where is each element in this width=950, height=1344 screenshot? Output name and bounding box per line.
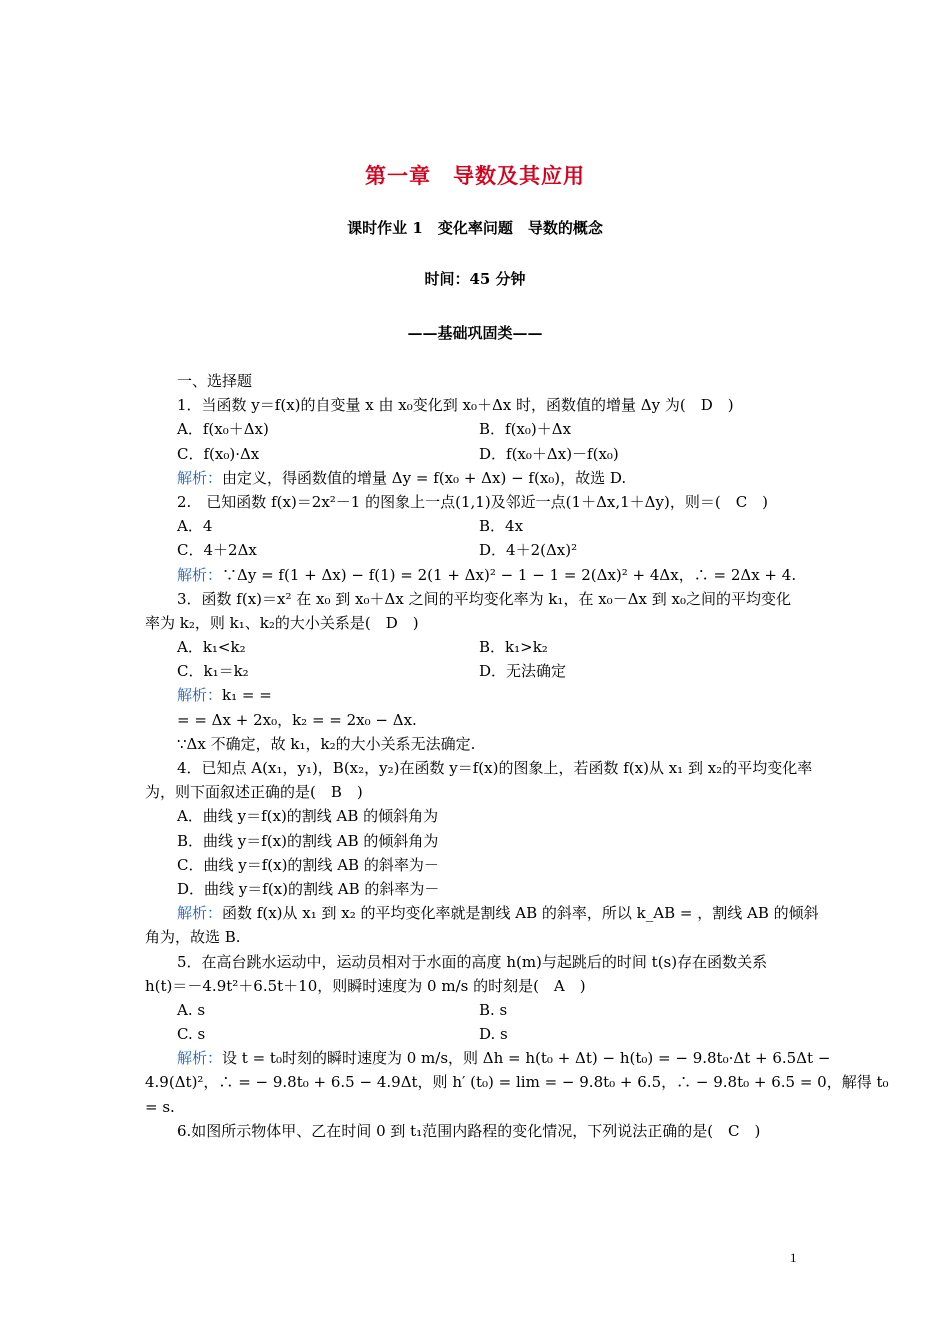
section-heading: ——基础巩固类——	[407, 324, 543, 342]
q4-solution-line2: 角为，故选 B.	[145, 928, 241, 947]
q3-solution-line1	[145, 683, 813, 707]
q5-solution-text1: 设 t = t₀时刻的瞬时速度为 0 m/s，则 Δh = h(t₀ + Δt) − h(t₀) = − 9.8t₀·Δt + 6.5Δt −	[222, 1049, 831, 1068]
q4-solution-line1	[145, 901, 819, 925]
q4-option-c: C．曲线 y＝f(x)的割线 AB 的斜率为－	[177, 855, 439, 874]
page-number: 1	[790, 1250, 797, 1265]
q3-solution-text1: k₁ = =	[222, 686, 272, 705]
q5-option-d: D. s	[479, 1025, 508, 1044]
q5-stem-line1: 5．在高台跳水运动中，运动员相对于水面的高度 h(m)与起跳后的时间 t(s)存在函数关系	[177, 952, 768, 971]
q5-option-a: A. s	[177, 1000, 206, 1019]
q1-solution-text: 由定义，得函数值的增量 Δy = f(x₀ + Δx) − f(x₀)，故选 D.	[222, 468, 627, 487]
q5-solution-line1	[145, 1046, 831, 1070]
q2-option-d: D．4＋2(Δx)²	[479, 541, 578, 560]
q3-option-d: D．无法确定	[479, 662, 567, 681]
q2-option-b: B．4x	[479, 517, 524, 536]
q1-option-c: C．f(x₀)·Δx	[177, 444, 260, 463]
q3-solution-line3: ∵Δx 不确定，故 k₁，k₂的大小关系无法确定.	[177, 734, 476, 753]
q2-stem: 2. 已知函数 f(x)＝2x²－1 的图象上一点(1,1)及邻近一点(1＋Δx,1＋Δy)，则＝( C )	[177, 492, 769, 511]
q2-solution	[145, 563, 813, 587]
q4-option-d: D．曲线 y＝f(x)的割线 AB 的斜率为－	[177, 879, 440, 898]
q3-solution-line2: = = Δx + 2x₀，k₂ = = 2x₀ − Δx.	[177, 710, 417, 729]
solution-label: 解析：	[177, 686, 223, 705]
q5-options-row1	[145, 998, 813, 1022]
q1-options-row2	[145, 442, 813, 466]
solution-label: 解析：	[177, 1049, 223, 1068]
q3-options-row2	[145, 659, 813, 683]
assignment-subtitle: 课时作业 1 变化率问题 导数的概念	[347, 219, 603, 237]
q2-options-row2	[145, 538, 813, 562]
chapter-title: 第一章 导数及其应用	[365, 163, 585, 188]
q3-options-row1	[145, 635, 813, 659]
question-section-label: 一、选择题	[177, 372, 253, 390]
q4-option-a: A．曲线 y＝f(x)的割线 AB 的倾斜角为	[177, 807, 439, 826]
q2-option-c: C．4＋2Δx	[177, 541, 257, 560]
q1-option-a: A．f(x₀＋Δx)	[177, 420, 269, 439]
q1-options-row1	[145, 417, 813, 441]
q5-option-b: B. s	[479, 1000, 508, 1019]
solution-label: 解析：	[177, 468, 223, 487]
q4-stem-line2: 为，则下面叙述正确的是( B )	[145, 783, 363, 802]
q3-option-c: C．k₁＝k₂	[177, 662, 249, 681]
q3-option-b: B．k₁>k₂	[479, 638, 548, 657]
q5-stem-line2: h(t)＝－4.9t²＋6.5t＋10，则瞬时速度为 0 m/s 的时刻是( A )	[145, 976, 586, 995]
q4-option-b: B．曲线 y＝f(x)的割线 AB 的倾斜角为	[177, 831, 439, 850]
question-body	[145, 369, 889, 1143]
q3-option-a: A．k₁<k₂	[177, 638, 246, 657]
time-limit: 时间：45 分钟	[424, 270, 526, 288]
q5-option-c: C. s	[177, 1025, 206, 1044]
q2-solution-text: ∵Δy = f(1 + Δx) − f(1) = 2(1 + Δx)² − 1 − 1 = 2(Δx)² + 4Δx，∴ = 2Δx + 4.	[222, 565, 797, 584]
q4-solution-text1: 函数 f(x)从 x₁ 到 x₂ 的平均变化率就是割线 AB 的斜率，所以 k_AB = ，割线 AB 的倾斜	[222, 904, 819, 923]
q5-options-row2	[145, 1022, 813, 1046]
q1-option-d: D．f(x₀＋Δx)－f(x₀)	[479, 444, 619, 463]
q2-options-row1	[145, 514, 813, 538]
q2-option-a: A．4	[177, 517, 213, 536]
q1-option-b: B．f(x₀)＋Δx	[479, 420, 572, 439]
q1-solution	[145, 466, 813, 490]
q5-solution-line3: = s.	[145, 1097, 175, 1116]
q1-stem: 1．当函数 y＝f(x)的自变量 x 由 x₀变化到 x₀＋Δx 时，函数值的增量 Δy 为( D )	[177, 396, 734, 415]
q5-solution-line2: 4.9(Δt)²，∴ = − 9.8t₀ + 6.5 − 4.9Δt，则 h′ (t₀) = lim = − 9.8t₀ + 6.5，∴ − 9.8t₀ + 6.5 = 0，解得 t₀	[145, 1073, 889, 1092]
q3-stem-line2: 率为 k₂，则 k₁、k₂的大小关系是( D )	[145, 613, 419, 632]
q4-stem-line1: 4．已知点 A(x₁，y₁)，B(x₂，y₂)在函数 y＝f(x)的图象上，若函数 f(x)从 x₁ 到 x₂的平均变化率	[177, 759, 813, 777]
solution-label: 解析：	[177, 904, 223, 923]
solution-label: 解析：	[177, 565, 223, 584]
q6-stem: 6.如图所示物体甲、乙在时间 0 到 t₁范围内路程的变化情况，下列说法正确的是( C )	[177, 1121, 761, 1140]
q3-stem-line1: 3．函数 f(x)＝x² 在 x₀ 到 x₀＋Δx 之间的平均变化率为 k₁，在 x₀－Δx 到 x₀之间的平均变化	[177, 589, 791, 608]
